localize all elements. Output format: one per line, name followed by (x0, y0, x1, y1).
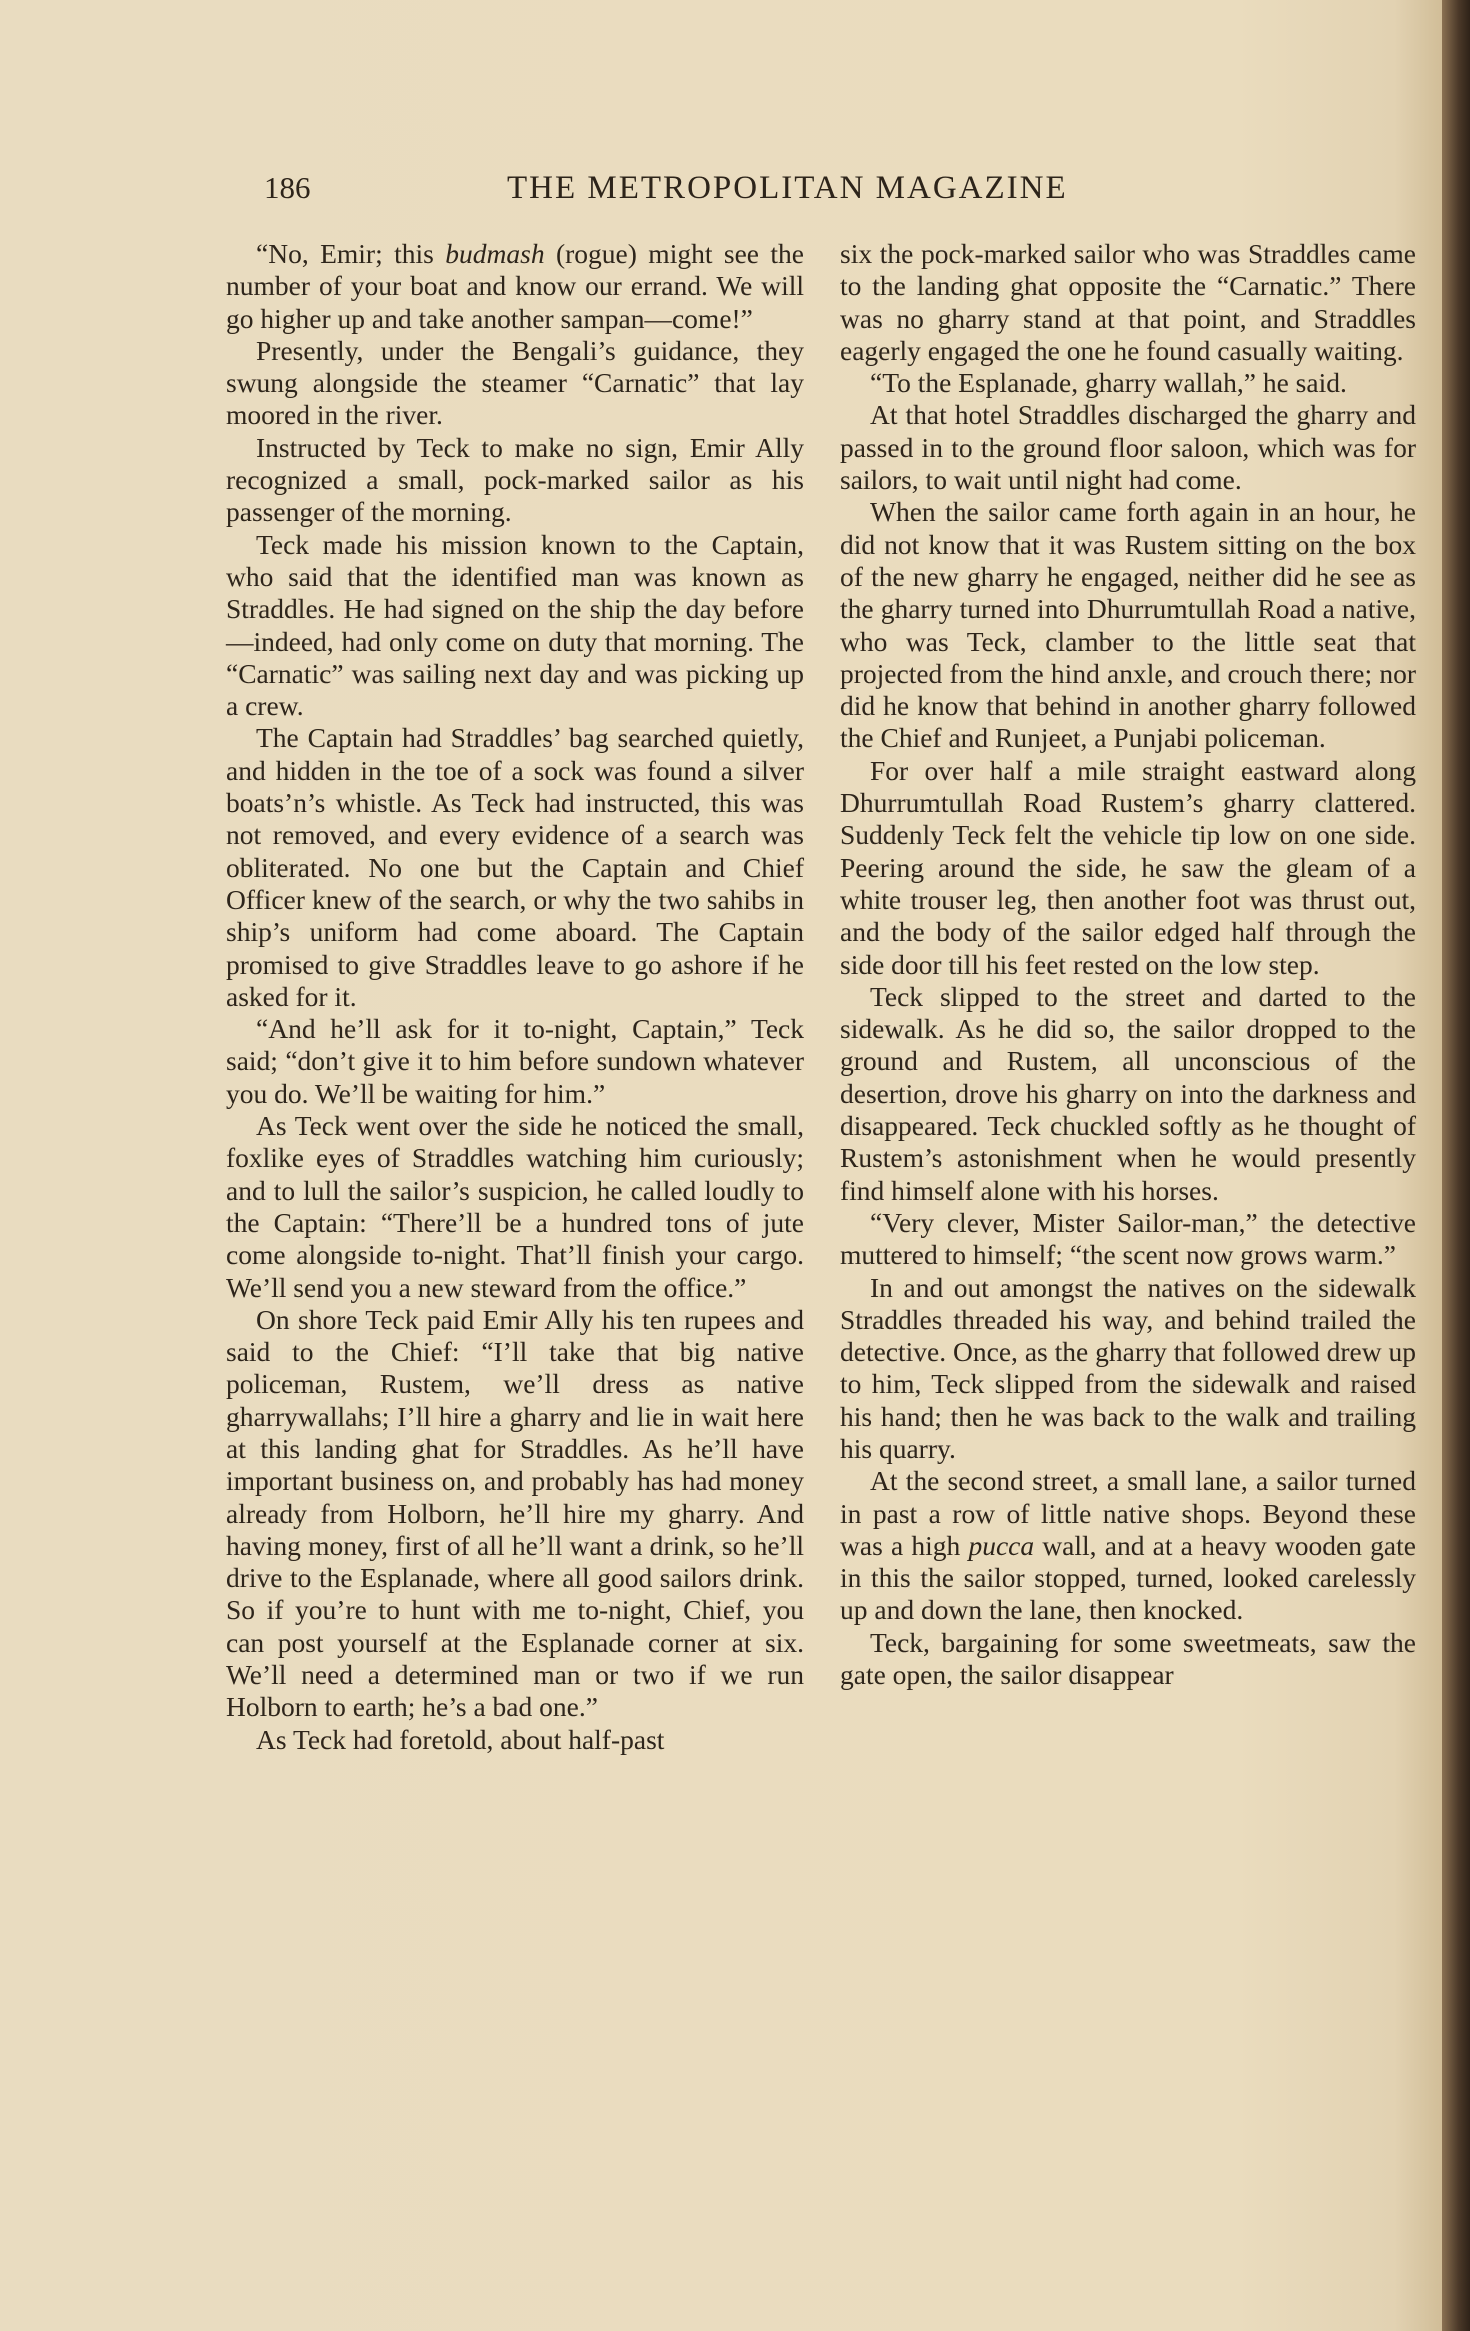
paragraph: On shore Teck paid Emir Ally his ten rupees and said to the Chief: “I’ll take that big native policeman, Rustem, we’ll dress as native gharrywallahs; I’ll hire a gharry and lie in wait here at this landing ghat for Straddles. As he’ll have important business on, and probably has had money already from Holborn, he’ll hire my gharry. And having money, first of all he’ll want a drink, so he’ll drive to the Esplanade, where all good sailors drink. So if you’re to hunt with me to-night, Chief, you can post yourself at the Esplanade corner at six. We’ll need a determined man or two if we run Holborn to earth; he’s a bad one.” (226, 1303, 804, 1723)
paragraph: The Captain had Straddles’ bag searched quietly, and hidden in the toe of a sock was found a silver boats’n’s whistle. As Teck had instructed, this was not removed, and every evidence of a search was obliterated. No one but the Captain and Chief Officer knew of the search, or why the two sahibs in ship’s uniform had come aboard. The Captain promised to give Straddles leave to go ashore if he asked for it. (226, 722, 804, 1012)
paragraph: At the second street, a small lane, a sailor turned in past a row of little native shops. Beyond these was a high pucca wall, and at a heavy wooden gate in this the sailor stopped, turned, looked carelessly up and down the lane, then knocked. (840, 1465, 1416, 1626)
paragraph: As Teck had foretold, about half-past (256, 1723, 665, 1755)
paragraph: “Very clever, Mister Sailor-man,” the detective muttered to himself; “the scent now grows warm.” (840, 1206, 1416, 1271)
running-head: THE METROPOLITAN MAGAZINE (507, 170, 1068, 206)
paragraph: “To the Esplanade, gharry wallah,” he said. (870, 367, 1347, 399)
right-column (840, 238, 1416, 1691)
paragraph: “No, Emir; this budmash (rogue) might see the number of your boat and know our errand. We will go higher up and take another sampan—come!” (226, 238, 804, 334)
page-header (224, 170, 1154, 220)
paragraph: At that hotel Straddles discharged the gharry and passed in to the ground floor saloon, which was for sailors, to wait until night had come. (840, 399, 1416, 496)
page-edge (1442, 0, 1470, 2331)
paragraph: Teck slipped to the street and darted to the sidewalk. As he did so, the sailor dropped to the ground and Rustem, all unconscious of the desertion, drove his gharry on into the darkness and disappeared. Teck chuckled softly as he thought of Rustem’s astonishment when he would presently find himself alone with his horses. (840, 980, 1416, 1206)
paragraph: “And he’ll ask for it to-night, Captain,” Teck said; “don’t give it to him before sundown whatever you do. We’ll be waiting for him.” (226, 1013, 804, 1109)
paragraph: When the sailor came forth again in an hour, he did not know that it was Rustem sitting on the box of the new gharry he engaged, neither did he see as the gharry turned into Dhurrumtullah Road a native, who was Teck, clamber to the little seat that projected from the hind anxle, and crouch there; nor did he know that behind in another gharry followed the Chief and Runjeet, a Punjabi policeman. (840, 496, 1416, 754)
paragraph: six the pock-marked sailor who was Straddles came to the landing ghat opposite the “Carnatic.” There was no gharry stand at that point, and Straddles eagerly engaged the one he found casually waiting. (840, 238, 1416, 366)
paragraph: Presently, under the Bengali’s guidance, they swung alongside the steamer “Carnatic” that lay moored in the river. (226, 334, 804, 431)
page-number: 186 (264, 170, 311, 205)
left-column (226, 238, 804, 1756)
paragraph: Teck made his mission known to the Captain, who said that the identified man was known as Straddles. He had signed on the ship the day before—indeed, had only come on duty that morning. The “Carnatic” was sailing next day and was picking up a crew. (226, 528, 804, 722)
paragraph: Instructed by Teck to make no sign, Emir Ally recognized a small, pock-marked sailor as his passenger of the morning. (226, 431, 804, 528)
paragraph: Teck, bargaining for some sweetmeats, saw the gate open, the sailor disappear (840, 1626, 1416, 1691)
paragraph: In and out amongst the natives on the sidewalk Straddles threaded his way, and behind trailed the detective. Once, as the gharry that followed drew up to him, Teck slipped from the sidewalk and raised his hand; then he was back to the walk and trailing his quarry. (840, 1271, 1416, 1464)
paragraph: As Teck went over the side he noticed the small, foxlike eyes of Straddles watching him curiously; and to lull the sailor’s suspicion, he called loudly to the Captain: “There’ll be a hundred tons of jute come alongside to-night. That’ll finish your cargo. We’ll send you a new steward from the office.” (226, 1110, 804, 1303)
paragraph: For over half a mile straight eastward along Dhurrumtullah Road Rustem’s gharry clattered. Suddenly Teck felt the vehicle tip low on one side. Peering around the side, he saw the gleam of a white trouser leg, then another foot was thrust out, and the body of the sailor edged half through the side door till his feet rested on the low step. (840, 754, 1416, 980)
